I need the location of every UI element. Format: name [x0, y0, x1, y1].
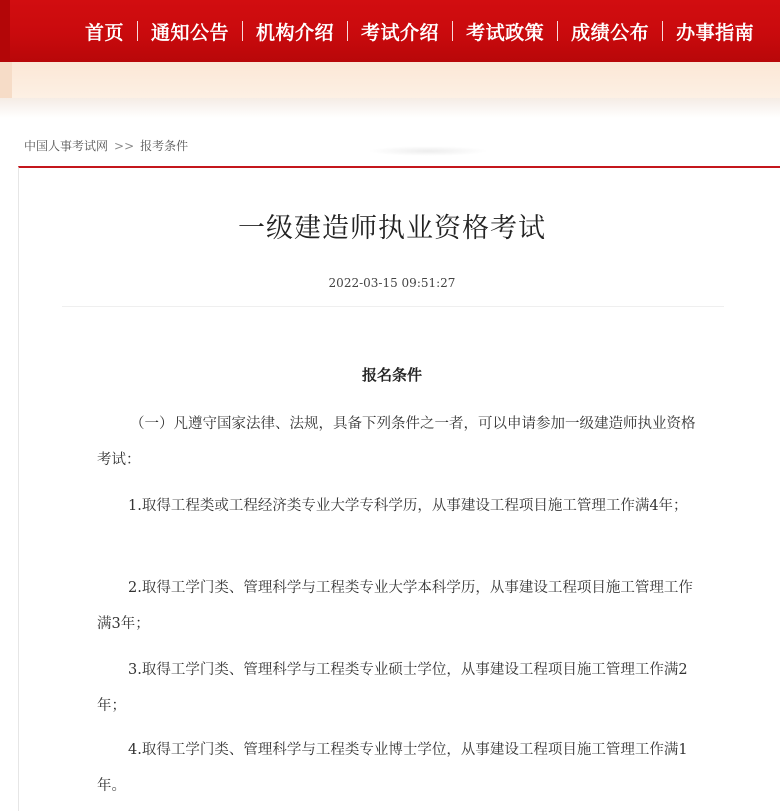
article-title: 一级建造师执业资格考试: [238, 213, 546, 244]
breadcrumb-blur-decoration: [368, 146, 488, 156]
banner-strip: [0, 62, 780, 98]
paragraph-item-2: 2.取得工学门类、管理科学与工程类专业大学本科学历，从事建设工程项目施工管理工作满3年；: [97, 580, 693, 632]
paragraph-item-4: 4.取得工学门类、管理科学与工程类专业博士学位，从事建设工程项目施工管理工作满1年。: [97, 742, 688, 794]
paragraph-item-1: 1.取得工程类或工程经济类专业大学专科学历，从事建设工程项目施工管理工作满4年；: [128, 498, 688, 514]
article-date: 2022-03-15 09:51:27: [328, 276, 456, 290]
banner-left-edge: [0, 62, 12, 98]
nav-item-guide[interactable]: 办事指南: [676, 21, 755, 44]
top-nav-bar: [0, 0, 780, 62]
paragraph-item-3: 3.取得工学门类、管理科学与工程类专业硕士学位，从事建设工程项目施工管理工作满2年；: [97, 662, 688, 714]
title-divider: [62, 306, 724, 307]
nav-item-notices[interactable]: 通知公告: [151, 21, 230, 44]
nav-item-organization[interactable]: 机构介绍: [256, 21, 335, 44]
breadcrumb-separator: >>: [114, 139, 135, 153]
section-heading: 报名条件: [361, 366, 422, 384]
banner-shadow: [0, 98, 780, 118]
nav-item-exam-policy[interactable]: 考试政策: [466, 21, 545, 44]
paragraph-intro: （一）凡遵守国家法律、法规，具备下列条件之一者，可以申请参加一级建造师执业资格考试：: [97, 416, 696, 468]
nav-left-strip: [0, 0, 10, 62]
breadcrumb: [24, 137, 188, 154]
breadcrumb-home-link[interactable]: 中国人事考试网: [24, 139, 109, 153]
nav-item-exam-intro[interactable]: 考试介绍: [361, 21, 440, 44]
nav-item-home[interactable]: 首页: [85, 21, 125, 44]
breadcrumb-current-link[interactable]: 报考条件: [140, 139, 189, 153]
nav-items: [72, 0, 767, 62]
nav-item-scores[interactable]: 成绩公布: [571, 21, 650, 44]
